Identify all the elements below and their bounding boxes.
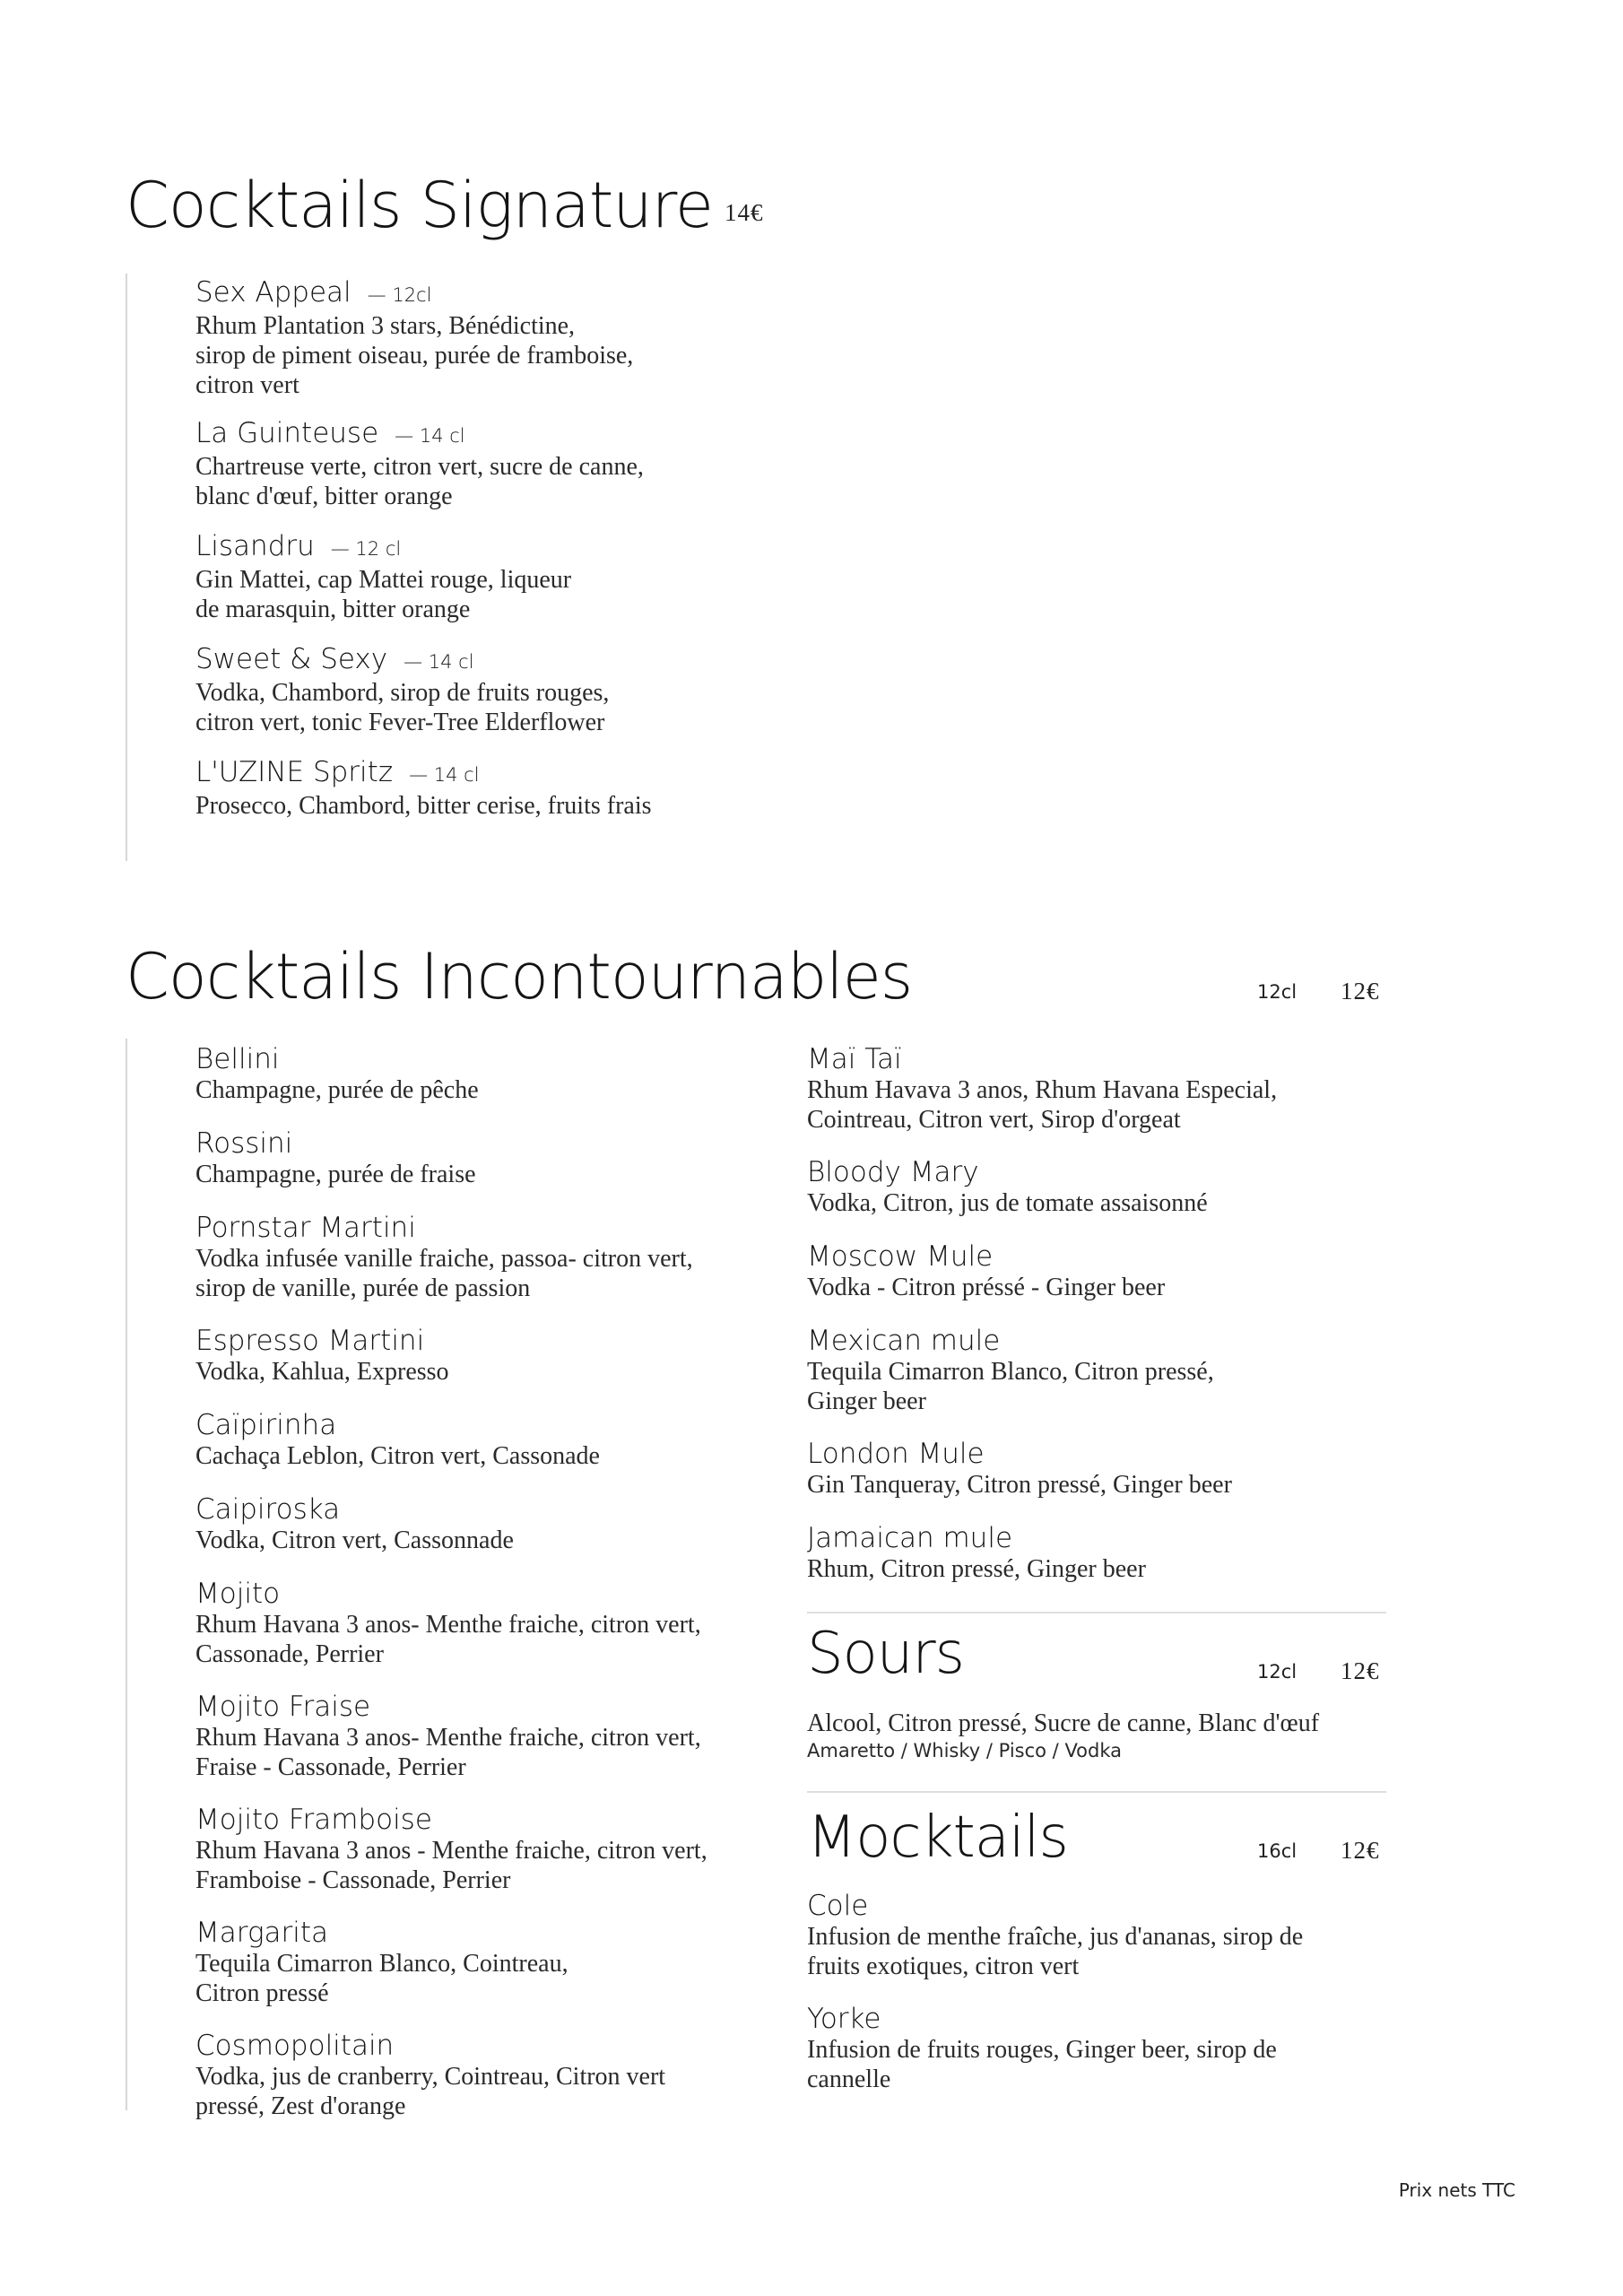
item-description: Vodka infusée vanille fraiche, passoa- citron vert, sirop de vanille, purée de passion <box>195 1245 693 1302</box>
sours-divider <box>807 1612 1386 1613</box>
menu-item <box>195 1409 600 1471</box>
menu-item <box>195 276 633 400</box>
menu-item <box>807 1240 1165 1302</box>
price-note: Prix nets TTC <box>1398 2179 1515 2201</box>
item-description: Cachaça Leblon, Citron vert, Cassonade <box>195 1442 600 1470</box>
mocktails-title: Mocktails <box>807 1805 1068 1871</box>
sours-options: Amaretto / Whisky / Pisco / Vodka <box>807 1740 1123 1761</box>
menu-item <box>195 756 652 821</box>
item-name: Cole <box>807 1890 869 1922</box>
item-description: Gin Mattei, cap Mattei rouge, liqueur de marasquin, bitter orange <box>195 566 572 623</box>
item-description: Rhum Plantation 3 stars, Bénédictine, sirop de piment oiseau, purée de framboise, citron vert <box>195 312 634 399</box>
menu-item <box>807 1890 1303 1981</box>
item-name: Caïpirinha <box>195 1409 337 1441</box>
item-description: Rhum Havana 3 anos- Menthe fraiche, citron vert, Fraise - Cassonade, Perrier <box>195 1724 701 1781</box>
menu-item <box>807 1325 1214 1416</box>
mocktails-divider <box>807 1791 1386 1793</box>
sours-details <box>807 1709 1319 1763</box>
menu-item <box>195 1917 568 2008</box>
item-name: Bloody Mary <box>807 1156 979 1188</box>
item-description: Chartreuse verte, citron vert, sucre de canne, blanc d'œuf, bitter orange <box>195 453 644 510</box>
sours-price: 12€ <box>1341 1657 1380 1684</box>
sours-title: Sours <box>807 1621 964 1687</box>
item-description: Vodka, jus de cranberry, Cointreau, Citron vert pressé, Zest d'orange <box>195 2063 666 2120</box>
item-description: Infusion de menthe fraîche, jus d'ananas, sirop de fruits exotiques, citron vert <box>807 1923 1304 1980</box>
item-description: Champagne, purée de pêche <box>195 1076 479 1104</box>
item-name: Cosmopolitain <box>195 2030 395 2062</box>
item-name: Jamaican mule <box>807 1522 1013 1554</box>
menu-item <box>807 1438 1232 1500</box>
menu-item <box>195 1691 701 1782</box>
item-name: Lisandru — 12 cl <box>195 530 402 562</box>
item-name: Yorke <box>807 2003 881 2035</box>
incontournables-divider <box>126 1039 127 2110</box>
item-name: Maï Taï <box>807 1043 902 1075</box>
item-volume: — 14 cl <box>395 425 465 447</box>
signature-divider <box>126 274 127 861</box>
mocktails-volume: 16cl <box>1257 1840 1298 1862</box>
mocktails-price: 12€ <box>1341 1837 1380 1864</box>
menu-item <box>807 1522 1146 1584</box>
incontournables-price: 12€ <box>1341 978 1380 1004</box>
menu-item <box>195 530 571 624</box>
menu-item <box>195 1212 693 1303</box>
item-description: Prosecco, Chambord, bitter cerise, fruits frais <box>195 792 652 820</box>
menu-item <box>195 1043 479 1105</box>
signature-price: 14€ <box>725 199 764 226</box>
signature-title: Cocktails Signature <box>126 169 713 242</box>
sours-description: Alcool, Citron pressé, Sucre de canne, Blanc d'œuf <box>807 1709 1320 1737</box>
incontournables-volume: 12cl <box>1257 981 1298 1003</box>
item-description: Vodka - Citron préssé - Ginger beer <box>807 1274 1166 1301</box>
item-description: Champagne, purée de fraise <box>195 1161 476 1188</box>
item-description: Vodka, Chambord, sirop de fruits rouges, citron vert, tonic Fever-Tree Elderflower <box>195 679 610 736</box>
menu-item <box>807 1156 1208 1218</box>
item-volume: — 12 cl <box>330 538 402 560</box>
item-name: Sweet & Sexy — 14 cl <box>195 643 474 675</box>
item-name: Mojito <box>195 1578 281 1610</box>
menu-item <box>195 1578 701 1669</box>
menu-item <box>195 1804 707 1895</box>
item-name: Pornstar Martini <box>195 1212 416 1244</box>
menu-item <box>807 1043 1277 1135</box>
item-description: Tequila Cimarron Blanco, Citron pressé, Ginger beer <box>807 1358 1214 1415</box>
item-description: Rhum Havana 3 anos- Menthe fraiche, citron vert, Cassonade, Perrier <box>195 1611 701 1668</box>
menu-item <box>807 2003 1277 2094</box>
item-name: Rossini <box>195 1127 293 1160</box>
item-description: Vodka, Kahlua, Expresso <box>195 1358 449 1386</box>
item-volume: — 14 cl <box>409 764 480 786</box>
item-name: Caipiroska <box>195 1493 341 1526</box>
item-description: Vodka, Citron vert, Cassonnade <box>195 1526 514 1554</box>
item-name: Mojito Fraise <box>195 1691 371 1723</box>
menu-item <box>195 1127 476 1189</box>
menu-item <box>195 643 609 737</box>
item-name: Bellini <box>195 1043 280 1075</box>
item-name: Mojito Framboise <box>195 1804 432 1836</box>
item-volume: — 12cl <box>367 284 432 306</box>
item-description: Infusion de fruits rouges, Ginger beer, sirop de cannelle <box>807 2036 1277 2093</box>
menu-item <box>195 2030 665 2121</box>
item-name: Margarita <box>195 1917 329 1949</box>
item-name: La Guinteuse — 14 cl <box>195 417 465 449</box>
item-description: Gin Tanqueray, Citron pressé, Ginger beer <box>807 1471 1232 1499</box>
item-volume: — 14 cl <box>404 651 474 673</box>
menu-item <box>195 1493 514 1555</box>
item-description: Rhum, Citron pressé, Ginger beer <box>807 1555 1146 1583</box>
item-description: Rhum Havana 3 anos - Menthe fraiche, citron vert, Framboise - Cassonade, Perrier <box>195 1837 707 1894</box>
item-description: Tequila Cimarron Blanco, Cointreau, Citron pressé <box>195 1950 568 2007</box>
item-name: Espresso Martini <box>195 1325 425 1357</box>
item-name: L'UZINE Spritz — 14 cl <box>195 756 480 788</box>
item-name: Mexican mule <box>807 1325 1001 1357</box>
item-name: Moscow Mule <box>807 1240 994 1273</box>
item-name: London Mule <box>807 1438 985 1470</box>
incontournables-title: Cocktails Incontournables <box>126 940 913 1013</box>
menu-item <box>195 417 644 511</box>
menu-item <box>195 1325 449 1387</box>
item-description: Rhum Havava 3 anos, Rhum Havana Especial, Cointreau, Citron vert, Sirop d'orgeat <box>807 1076 1278 1134</box>
item-description: Vodka, Citron, jus de tomate assaisonné <box>807 1189 1208 1217</box>
sours-volume: 12cl <box>1257 1661 1298 1683</box>
item-name: Sex Appeal — 12cl <box>195 276 432 309</box>
